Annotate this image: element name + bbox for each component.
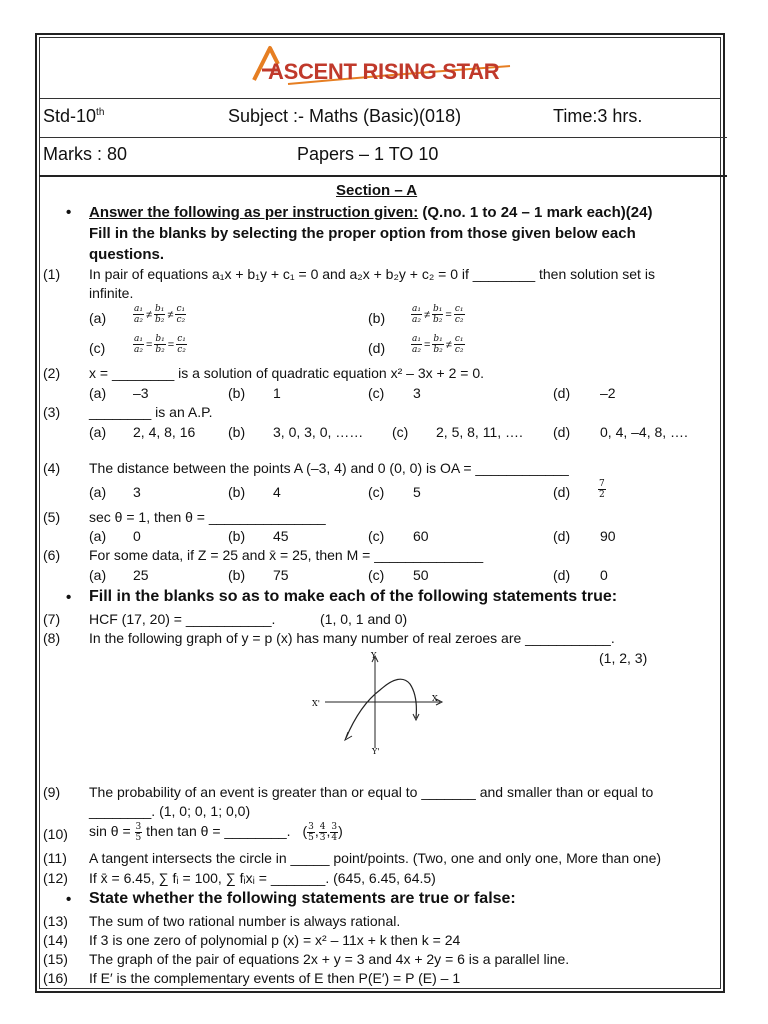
q10-text: sin θ = $\frac{3}{5}$ then tan θ = ________. ( $\frac{3}{5}$ , $\frac{4}{3}$ , $\frac{3}{4}$ ): [89, 822, 343, 843]
q8-graph: [300, 650, 450, 755]
q2-option-d: –2: [600, 385, 616, 401]
q7-options: (1, 0, 1 and 0): [320, 611, 408, 627]
q2-option-a-label: (a): [89, 385, 107, 401]
q11-number: (11): [43, 850, 67, 866]
graph-y-label: Y: [371, 651, 377, 660]
q13-number: (13): [43, 913, 68, 929]
q1-option-b-label: (b): [368, 310, 386, 326]
q5-option-d: 90: [600, 528, 616, 544]
subject-label: Subject :- Maths (Basic)(018): [228, 106, 462, 126]
q1-option-c: $\frac{\text{a₁}}{\text{a₂}}$ = $\frac{\text{b₁}}{\text{b₂}}$ = $\frac{\text{c₁}}{\text{c₂}}$: [134, 334, 186, 355]
time-label: Time:3 hrs.: [553, 106, 643, 126]
q12-number: (12): [43, 870, 68, 886]
papers-label: Papers – 1 TO 10: [297, 144, 439, 164]
q4-text: The distance between the points A (–3, 4) and 0 (0, 0) is OA = ____________: [89, 460, 569, 476]
bullet-icon: •: [66, 589, 72, 606]
q6-option-a-label: (a): [89, 567, 107, 583]
q2-option-c: 3: [413, 385, 421, 401]
q9-text-line1: The probability of an event is greater than or equal to _______ and smaller than or equal to: [89, 784, 654, 800]
q7-number: (7): [43, 611, 61, 627]
q2-option-c-label: (c): [368, 385, 385, 401]
q6-option-b: 75: [273, 567, 289, 583]
tf-heading: State whether the following statements are true or false:: [89, 890, 516, 907]
q14-text: If 3 is one zero of polynomial p (x) = x² – 11x + k then k = 24: [89, 932, 461, 948]
q16-text: If E′ is the complementary events of E then P(E′) = P (E) – 1: [89, 970, 461, 986]
q3-option-c-label: (c): [392, 424, 409, 440]
q4-option-b-label: (b): [228, 484, 246, 500]
q6-option-c: 50: [413, 567, 429, 583]
q6-option-d: 0: [600, 567, 608, 583]
bullet-icon: •: [66, 891, 72, 908]
q1-option-c-label: (c): [89, 340, 106, 356]
q4-option-c: 5: [413, 484, 421, 500]
q14-number: (14): [43, 932, 68, 948]
q13-text: The sum of two rational number is always rational.: [89, 913, 401, 929]
q2-text: x = ________ is a solution of quadratic equation x² – 3x + 2 = 0.: [89, 365, 484, 381]
fill-heading: Fill in the blanks so as to make each of the following statements true:: [89, 588, 618, 605]
q6-option-a: 25: [133, 567, 149, 583]
q2-option-b: 1: [273, 385, 281, 401]
q6-text: For some data, if Z = 25 and x̄ = 25, then M = ______________: [89, 547, 484, 563]
q6-number: (6): [43, 547, 61, 563]
q1-option-d: $\frac{\text{a₁}}{\text{a₂}}$ = $\frac{\text{b₁}}{\text{b₂}}$ ≠ $\frac{\text{c₁}}{\text{c₂}}$: [412, 334, 464, 355]
q9-number: (9): [43, 784, 61, 800]
q2-option-b-label: (b): [228, 385, 246, 401]
q1-option-a: $\frac{\text{a₁}}{\text{a₂}}$ ≠ $\frac{\text{b₁}}{\text{b₂}}$ ≠ $\frac{\text{c₁}}{\text{c₂}}$: [134, 304, 186, 325]
q3-option-d-label: (d): [553, 424, 571, 440]
bullet-icon: •: [66, 204, 72, 221]
instruction-line-3: questions.: [89, 246, 165, 263]
header-divider-2: [39, 137, 727, 138]
header-divider-3: [39, 175, 727, 177]
q4-number: (4): [43, 460, 61, 476]
q5-option-a: 0: [133, 528, 141, 544]
q15-number: (15): [43, 951, 68, 967]
q12-text: If x̄ = 6.45, ∑ fᵢ = 100, ∑ fᵢxᵢ = _______. (645, 6.45, 64.5): [89, 870, 436, 886]
q1-option-d-label: (d): [368, 340, 386, 356]
q5-option-d-label: (d): [553, 528, 571, 544]
q4-option-b: 4: [273, 484, 281, 500]
q1-text-line1: In pair of equations a₁x + b₁y + c₁ = 0 and a₂x + b₂y + c₂ = 0 if ________ then solution set is: [89, 266, 655, 282]
q5-option-b: 45: [273, 528, 289, 544]
q10-number: (10): [43, 826, 68, 842]
q6-option-b-label: (b): [228, 567, 246, 583]
instruction-line-2: Fill in the blanks by selecting the proper option from those given below each: [89, 225, 636, 242]
q8-options: (1, 2, 3): [599, 650, 648, 666]
q5-option-a-label: (a): [89, 528, 107, 544]
q5-number: (5): [43, 509, 61, 525]
q1-option-a-label: (a): [89, 310, 107, 326]
q5-option-b-label: (b): [228, 528, 246, 544]
q1-number: (1): [43, 266, 61, 282]
marks-label: Marks : 80: [43, 144, 128, 164]
q6-option-d-label: (d): [553, 567, 571, 583]
q3-number: (3): [43, 404, 61, 420]
q3-option-d: 0, 4, –4, 8, ….: [600, 424, 688, 440]
std-label: Std-10th: [43, 106, 105, 126]
q1-option-b: $\frac{\text{a₁}}{\text{a₂}}$ ≠ $\frac{\text{b₁}}{\text{b₂}}$ = $\frac{\text{c₁}}{\text{c₂}}$: [412, 304, 464, 325]
q5-option-c: 60: [413, 528, 429, 544]
instruction-line-1: Answer the following as per instruction given: (Q.no. 1 to 24 – 1 mark each)(24): [89, 204, 653, 221]
q5-text: sec θ = 1, then θ = _______________: [89, 509, 326, 525]
q11-text: A tangent intersects the circle in _____ point/points. (Two, one and only one, More than one): [89, 850, 662, 866]
graph-xp-label: X': [312, 699, 320, 708]
q2-number: (2): [43, 365, 61, 381]
q4-option-d: $\frac{7}{2}$: [599, 479, 605, 500]
q15-text: The graph of the pair of equations 2x + y = 3 and 4x + 2y = 6 is a parallel line.: [89, 951, 570, 967]
graph-yp-label: Y': [372, 747, 380, 755]
q4-option-a: 3: [133, 484, 141, 500]
section-title: Section – A: [336, 182, 418, 199]
q3-option-c: 2, 5, 8, 11, ….: [436, 424, 523, 440]
q4-option-d-label: (d): [553, 484, 571, 500]
q9-text-line2: ________. (1, 0; 0, 1; 0,0): [89, 803, 251, 819]
q8-number: (8): [43, 630, 61, 646]
q16-number: (16): [43, 970, 68, 986]
q1-text-line2: infinite.: [89, 285, 134, 301]
q8-text: In the following graph of y = p (x) has many number of real zeroes are ___________.: [89, 630, 615, 646]
q4-option-a-label: (a): [89, 484, 107, 500]
q2-option-a: –3: [133, 385, 149, 401]
q3-option-b: 3, 0, 3, 0, ……: [273, 424, 364, 440]
q2-option-d-label: (d): [553, 385, 571, 401]
q4-option-c-label: (c): [368, 484, 385, 500]
q5-option-c-label: (c): [368, 528, 385, 544]
q6-option-c-label: (c): [368, 567, 385, 583]
q3-option-a: 2, 4, 8, 16: [133, 424, 196, 440]
header-divider-1: [39, 98, 721, 99]
q7-text: HCF (17, 20) = ___________.: [89, 611, 276, 627]
logo-text: ASCENT RISING STAR: [268, 59, 500, 84]
q3-text: ________ is an A.P.: [89, 404, 213, 420]
q3-option-b-label: (b): [228, 424, 246, 440]
graph-x-label: X: [432, 694, 438, 703]
q3-option-a-label: (a): [89, 424, 107, 440]
